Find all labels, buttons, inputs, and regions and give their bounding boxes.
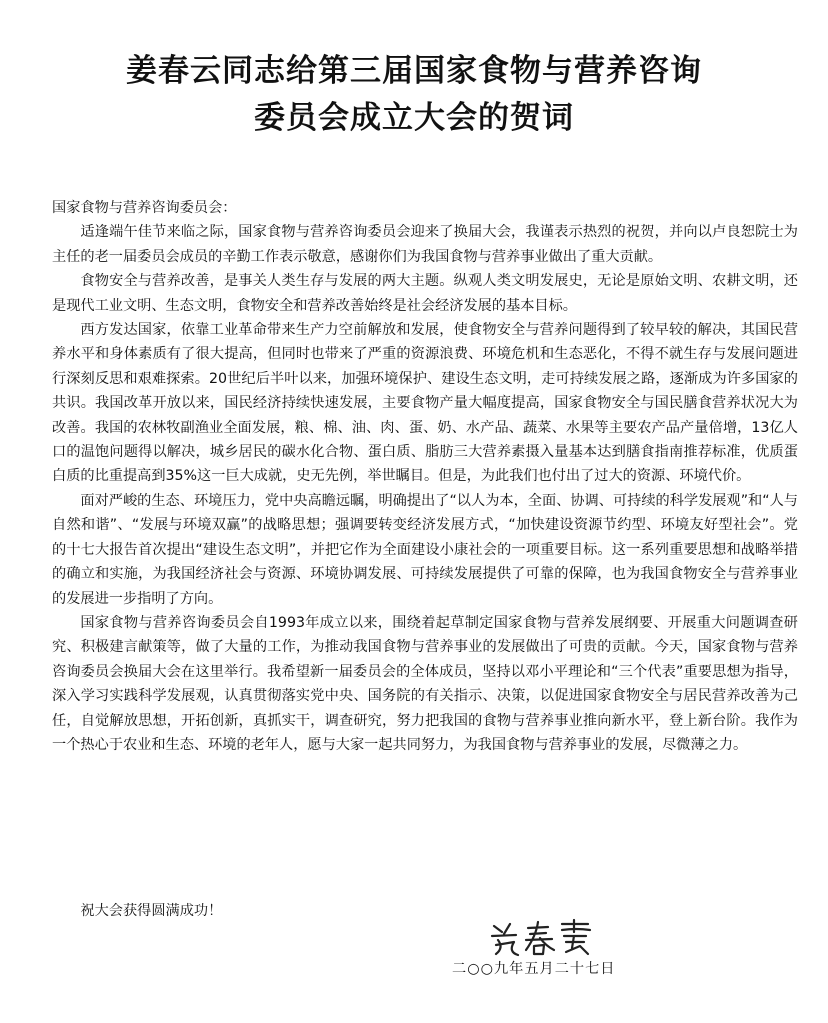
paragraph-5: 国家食物与营养咨询委员会自1993年成立以来，围绕着起草制定国家食物与营养发展纲要、开展重大问题调查研究、积极建言献策等，做了大量的工作，为推动我国食物与营养事业的发展做出了可贵的贡献。今天，国家食物与营养咨询委员会换届大会在这里举行。我希望新一届委员会的全体成员，坚持以邓小平理论和“三个代表”重要思想为指导，深入学习实践科学发展观，认真贯彻落实党中央、国务院的有关指示、决策，以促进国家食物安全与居民营养改善为己任，自觉解放思想，开拓创新，真抓实干，调查研究，努力把我国的食物与营养事业推向新水平，登上新台阶。我作为一个热心于农业和生态、环境的老年人，愿与大家一起共同努力，为我国食物与营养事业的发展，尽微薄之力。 xyxy=(52,614,798,753)
document-title-line-1: 姜春云同志给第三届国家食物与营养咨询 xyxy=(126,53,702,89)
date: 二○○九年五月二十七日 xyxy=(452,961,616,977)
closing-line: 祝大会获得圆满成功！ xyxy=(80,903,223,919)
paragraph-4: 面对严峻的生态、环境压力，党中央高瞻远瞩，明确提出了“以人为本，全面、协调、可持续的科学发展观”和“人与自然和谐”、“发展与环境双赢”的战略思想；强调要转变经济发展方式，“加快建设资源节约型、环境友好型社会”。党的十七大报告首次提出“建设生态文明”，并把它作为全面建设小康社会的一项重要目标。这一系列重要思想和战略举措的确立和实施，为我国经济社会与资源、环境协调发展、可持续发展提供了可靠的保障，也为我国食物安全与营养事业的发展进一步指明了方向。 xyxy=(52,492,798,607)
paragraph-1: 适逢端午佳节来临之际，国家食物与营养咨询委员会迎来了换届大会，我谨表示热烈的祝贺，并向以卢良恕院士为主任的老一届委员会成员的辛勤工作表示敬意，感谢你们为我国食物与营养事业做出了重大贡献。 xyxy=(52,224,798,265)
salutation: 国家食物与营养咨询委员会： xyxy=(52,200,237,216)
document-title-line-2: 委员会成立大会的贺词 xyxy=(254,100,574,136)
paragraph-2: 食物安全与营养改善，是事关人类生存与发展的两大主题。纵观人类文明发展史，无论是原始文明、农耕文明，还是现代工业文明、生态文明，食物安全和营养改善始终是社会经济发展的基本目标。 xyxy=(52,273,798,314)
paragraph-3: 西方发达国家，依靠工业革命带来生产力空前解放和发展，使食物安全与营养问题得到了较早较的解决，其国民营养水平和身体素质有了很大提高，但同时也带来了严重的资源浪费、环境危机和生态恶化，不得不就生存与发展问题进行深刻反思和艰难探索。20世纪后半叶以来，加强环境保护、建设生态文明，走可持续发展之路，逐渐成为许多国家的共识。我国改革开放以来，国民经济持续快速发展，主要食物产量大幅度提高，国家食物安全与国民膳食营养状况大为改善。我国的农林牧副渔业全面发展，粮、棉、油、肉、蛋、奶、水产品、蔬菜、水果等主要农产品产量倍增，13亿人口的温饱问题得以解决，城乡居民的碳水化合物、蛋白质、脂肪三大营养素摄入量基本达到膳食指南推荐标准，优质蛋白质的比重提高到35%这一巨大成就，史无先例，举世瞩目。但是，为此我们也付出了过大的资源、环境代价。 xyxy=(52,322,798,485)
letter-body xyxy=(52,196,798,757)
handwritten-signature xyxy=(488,918,598,958)
